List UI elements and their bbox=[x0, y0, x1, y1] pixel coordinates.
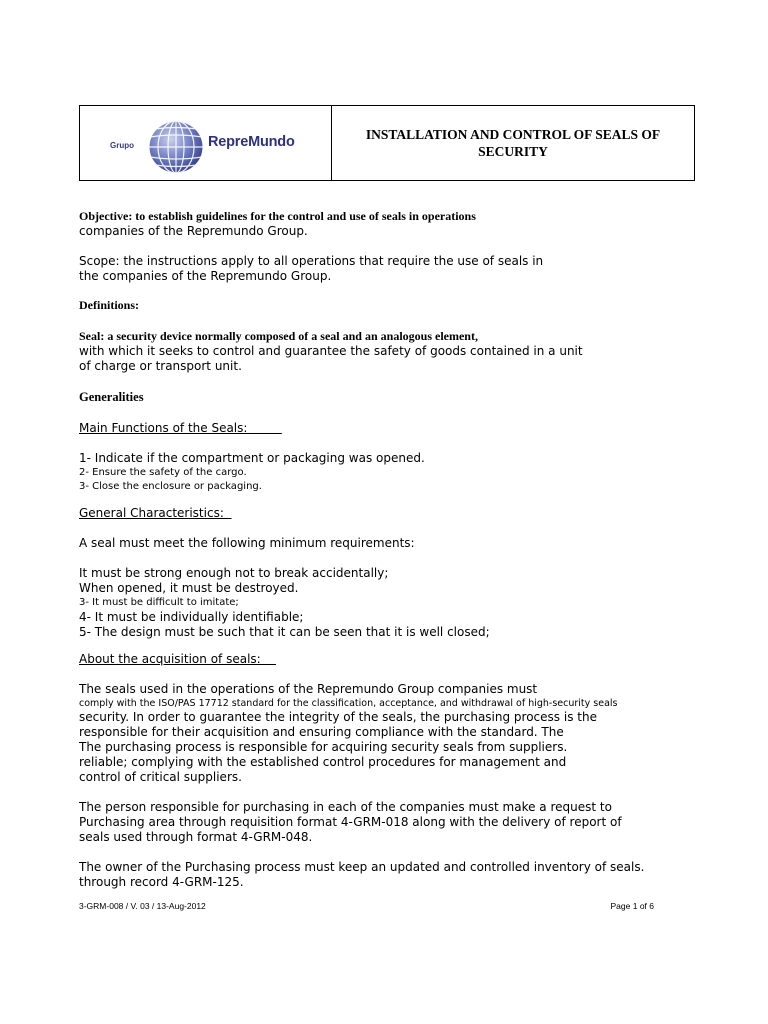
scope-line-2: the companies of the Repremundo Group. bbox=[79, 269, 332, 283]
seal-definition-line-2: with which it seeks to control and guarantee the safety of goods contained in a unit bbox=[79, 344, 583, 358]
requirement-item-1: It must be strong enough not to break accidentally; bbox=[79, 566, 389, 580]
footer-document-reference: 3-GRM-008 / V. 03 / 13-Aug-2012 bbox=[79, 901, 206, 911]
general-characteristics-heading: General Characteristics: bbox=[79, 506, 232, 520]
acquisition-para2-line-3: seals used through format 4-GRM-048. bbox=[79, 830, 313, 844]
generalities-heading: Generalities bbox=[79, 390, 144, 404]
acquisition-para3-line-2: through record 4-GRM-125. bbox=[79, 875, 244, 889]
acquisition-para1-line-3: security. In order to guarantee the integrity of the seals, the purchasing process is the bbox=[79, 710, 597, 724]
acquisition-heading: About the acquisition of seals: bbox=[79, 652, 276, 666]
document-title: INSTALLATION AND CONTROL OF SEALS OF SECURITY bbox=[365, 127, 661, 159]
acquisition-para1-line-4: responsible for their acquisition and ensuring compliance with the standard. The bbox=[79, 725, 564, 739]
document-header-table bbox=[79, 105, 695, 181]
footer-page-number: Page 1 of 6 bbox=[610, 901, 654, 911]
title-cell bbox=[332, 106, 694, 180]
seal-definition-line-1: Seal: a security device normally composed of a seal and an analogous element, bbox=[79, 329, 478, 343]
main-functions-heading: Main Functions of the Seals: bbox=[79, 421, 282, 435]
acquisition-para1-line-7: control of critical suppliers. bbox=[79, 770, 242, 784]
seal-definition-line-3: of charge or transport unit. bbox=[79, 359, 242, 373]
acquisition-para1-line-5: The purchasing process is responsible for acquiring security seals from suppliers. bbox=[79, 740, 568, 754]
acquisition-para3-line-1: The owner of the Purchasing process must keep an updated and controlled inventory of seals. bbox=[79, 860, 645, 874]
requirement-item-3: 3- It must be difficult to imitate; bbox=[79, 597, 239, 608]
globe-logo-icon bbox=[146, 119, 206, 175]
acquisition-para1-line-2: comply with the ISO/PAS 17712 standard for the classification, acceptance, and withdrawal of high-security seals bbox=[79, 698, 618, 709]
acquisition-para1-line-1: The seals used in the operations of the Repremundo Group companies must bbox=[79, 682, 538, 696]
acquisition-para2-line-1: The person responsible for purchasing in each of the companies must make a request to bbox=[79, 800, 612, 814]
logo-company-name: RepreMundo bbox=[208, 134, 295, 150]
acquisition-para2-line-2: Purchasing area through requisition format 4-GRM-018 along with the delivery of report of bbox=[79, 815, 622, 829]
objective-line-1: Objective: to establish guidelines for the control and use of seals in operations bbox=[79, 209, 476, 223]
requirement-item-2: When opened, it must be destroyed. bbox=[79, 581, 299, 595]
document-body bbox=[79, 209, 719, 890]
main-function-item-2: 2- Ensure the safety of the cargo. bbox=[79, 467, 247, 478]
logo-grupo-text: Grupo bbox=[110, 141, 134, 150]
definitions-heading: Definitions: bbox=[79, 298, 139, 312]
requirement-item-4: 4- It must be individually identifiable; bbox=[79, 610, 304, 624]
objective-line-2: companies of the Repremundo Group. bbox=[79, 224, 308, 238]
scope-line-1: Scope: the instructions apply to all operations that require the use of seals in bbox=[79, 254, 544, 268]
main-function-item-1: 1- Indicate if the compartment or packaging was opened. bbox=[79, 451, 425, 465]
page-footer bbox=[79, 901, 654, 911]
acquisition-para1-line-6: reliable; complying with the established control procedures for management and bbox=[79, 755, 567, 769]
general-characteristics-intro: A seal must meet the following minimum requirements: bbox=[79, 536, 415, 550]
main-function-item-3: 3- Close the enclosure or packaging. bbox=[79, 481, 262, 492]
requirement-item-5: 5- The design must be such that it can be seen that it is well closed; bbox=[79, 625, 490, 639]
logo-cell bbox=[80, 106, 332, 180]
